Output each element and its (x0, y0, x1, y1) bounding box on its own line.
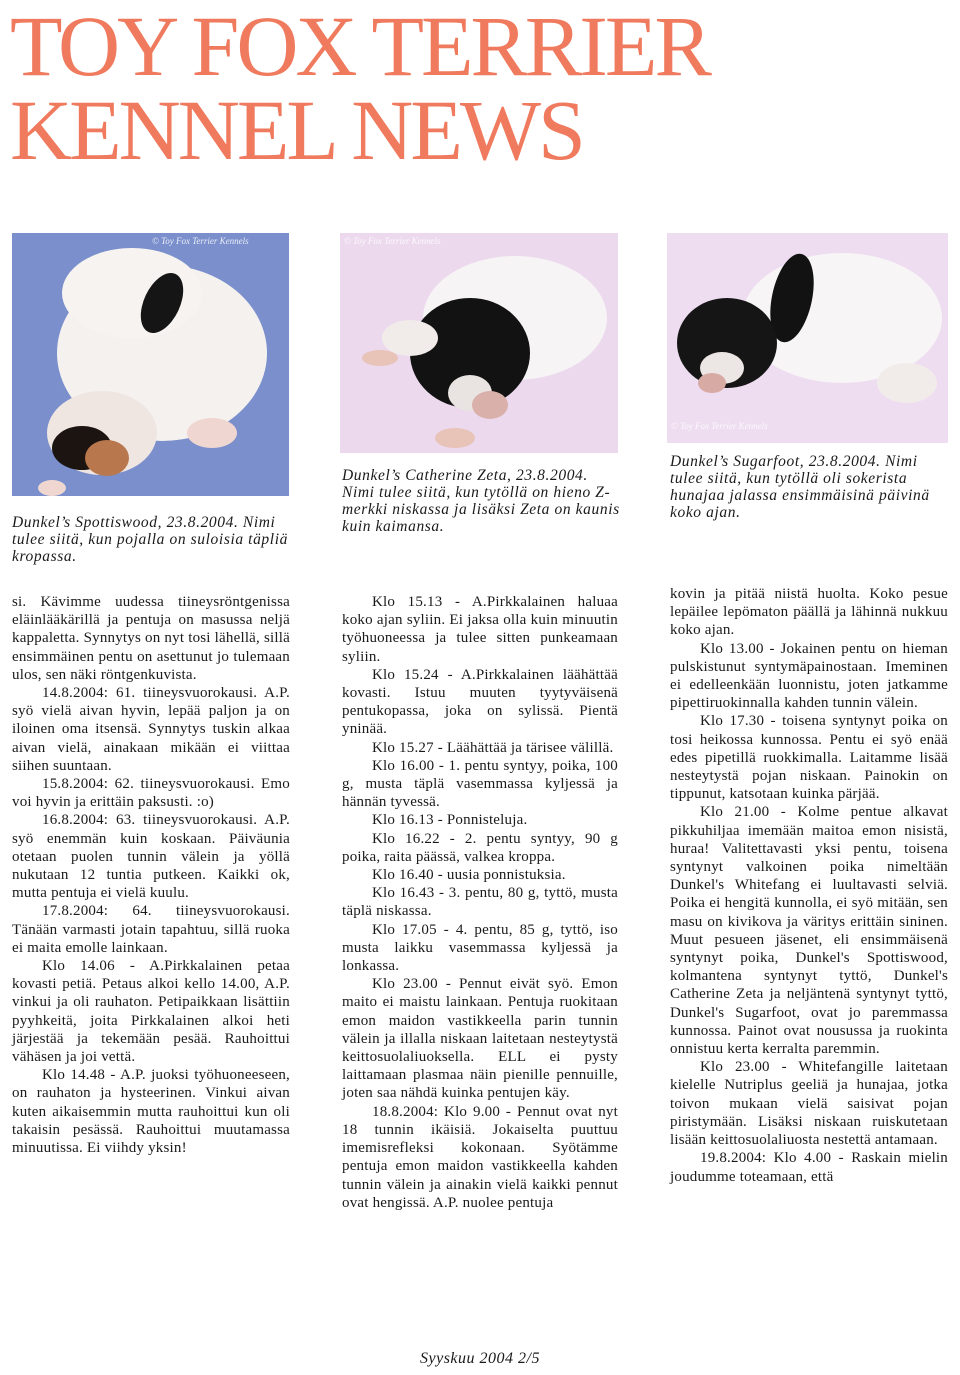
masthead-line-1: TOY FOX TERRIER (10, 0, 709, 94)
paragraph: Klo 13.00 - Jokainen pentu on hieman pulskistunut syntymäpainostaan. Imeminen ei edelleenkään luonnistu, joten jatkamme pipettiruokinnalla kahden tunnin välein. (670, 640, 948, 712)
puppy-photo-sugarfoot (667, 233, 948, 443)
masthead (10, 0, 960, 178)
page-footer: Syyskuu 2004 2/5 (420, 1350, 540, 1367)
paragraph: 17.8.2004: 64. tiineysvuorokausi. Tänään varmasti jotain tapahtuu, sillä ruoka ei maita emolle lainkaan. (12, 903, 290, 956)
paragraph: 15.8.2004: 62. tiineysvuorokausi. Emo voi hyvin ja erittäin paksusti. :o) (12, 776, 290, 811)
puppy-image (667, 233, 948, 443)
caption-sugarfoot: Dunkel’s Sugarfoot, 23.8.2004. Nimi tulee siitä, kun tytöllä oli sokerista hunajaa jalassa ensimmäisinä päivinä koko ajan. (670, 453, 930, 521)
paragraph: Klo 15.27 - Läähättää ja tärisee välillä. (372, 739, 614, 756)
article-column-2 (342, 593, 618, 1212)
photo-watermark: © Toy Fox Terrier Kennels (344, 236, 441, 246)
puppy-photo-catherine-zeta (340, 233, 618, 453)
paragraph: 14.8.2004: 61. tiineysvuorokausi. A.P. syö vielä aivan hyvin, lepää paljon ja on iloinen oma itsensä. Synnytys tuskin alkaa aivan vielä, ainakaan mikään ei viittaa siihen suuntaan. (12, 685, 290, 774)
caption-catherine-zeta: Dunkel’s Catherine Zeta, 23.8.2004. Nimi tulee siitä, kun tytöllä on hieno Z-merkki niskassa ja lisäksi Zeta on kaunis kuin kaimansa. (342, 467, 620, 535)
masthead-line-2: KENNEL NEWS (10, 82, 583, 178)
photo-watermark: © Toy Fox Terrier Kennels (152, 236, 249, 246)
paragraph: Klo 17.30 - toisena syntynyt poika on tosi heikossa kunnossa. Pentu ei syö enää edes pipetillä ruokkimalla. Laitamme lisää nesteytystä pojan niskaan. Painokin on tippunut, katsotaan kuinka pärjää. (670, 713, 948, 803)
puppy-image (12, 233, 289, 496)
photo-watermark: © Toy Fox Terrier Kennels (671, 421, 768, 431)
paragraph: Klo 15.24 - A.Pirkkalainen läähättää kovasti. Istuu muuten tyytyväisenä pentukopassa, joka on sylissä. Pientä yninää. (342, 666, 618, 738)
paragraph: 18.8.2004: Klo 9.00 - Pennut ovat nyt 18 tunnin ikäisiä. Jokaiselta puuttuu imemisrefleksi kokonaan. Syötämme pentuja emon maidon vastikkeella kahden tunnin välein ja ainakin vielä kaikki pennut ovat hengissä. A.P. nuolee pentuja (342, 1103, 618, 1211)
paragraph: Klo 16.00 - 1. pentu syntyy, poika, 100 g, musta täplä vasemmassa kyljessä ja hännän tyvessä. (342, 757, 618, 811)
puppy-image (340, 233, 618, 453)
paragraph: Klo 16.22 - 2. pentu syntyy, 90 g poika, raita päässä, valkea kroppa. (342, 830, 618, 865)
article-column-1 (12, 593, 290, 1157)
paragraph: Klo 14.06 - A.Pirkkalainen petaa kovasti petiä. Petaus alkoi kello 14.00, A.P. vinkui ja oli rauhaton. Petipaikkaan lisättiin pyyhkeitä, joita Pirkkalainen alkoi heti järjestää ja tekemään pesää. Rauhoittui vähäsen ja joi vettä. (12, 958, 290, 1066)
paragraph: Klo 16.40 - uusia ponnistuksia. (372, 867, 566, 884)
article-column-3 (670, 585, 948, 1186)
paragraph: Klo 16.43 - 3. pentu, 80 g, tyttö, musta täplä niskassa. (342, 885, 618, 920)
paragraph: Klo 14.48 - A.P. juoksi työhuoneeseen, on rauhaton ja hysteerinen. Vinkui aivan kuten aikaisemmin mutta rauhoittui kun oli takaisin pesässä. Rauhoittui muutamassa minuutissa. Ei viihdy yksin! (12, 1067, 290, 1157)
puppy-photo-spottiswood (12, 233, 289, 496)
paragraph: Klo 21.00 - Kolme pentue alkavat pikkuhiljaa imemään maitoa emon nisistä, huraa! Valitettavasti yksi pentu, toisena syntynyt valkoinen poika nimeltään Dunkel's Whitefang ei luultavasti selviä. Poika ei hengitä kunnolla, ei syö mitään, sen masu on kivikova ja väritys erittäin sininen. Muut pesueen jäsenet, eli ensimmäisenä syntynyt poika, Dunkel's Spottiswood, kolmantena syntynyt tyttö, Dunkel's Catherine Zeta ja neljäntenä syntynyt tyttö, Dunkel's Sugarfoot, ovat jo paremmassa kunnossa. Painot ovat nousussa ja ruokinta onnistuu kerta kerralta paremmin. (670, 804, 948, 1058)
paragraph: Klo 23.00 - Pennut eivät syö. Emon maito ei maistu lainkaan. Pentuja ruokitaan emon maidon vastikkeella parin tunnin välein ja illalla niskaan laitetaan nesteytystä keittosuolaliuoksella. ELL ei pysty laittamaan plasmaa näin pienille pennuille, joten saa nähdä kuinka pentujen käy. (342, 976, 618, 1102)
paragraph: Klo 17.05 - 4. pentu, 85 g, tyttö, iso musta laikku vasemmassa kyljessä ja lonkassa. (342, 921, 618, 975)
caption-spottiswood: Dunkel’s Spottiswood, 23.8.2004. Nimi tulee siitä, kun pojalla on suloisia täpliä kropassa. (12, 514, 288, 565)
paragraph: 19.8.2004: Klo 4.00 - Raskain mielin joudumme toteamaan, että (670, 1150, 948, 1185)
paragraph: si. Kävimme uudessa tiineysröntgenissa eläinlääkärillä ja pentuja on masussa neljä kappaletta. Synnytys on nyt tosi lähellä, sillä ensimmäinen pentu on asettunut jo tulemaan ulos, sen näki röntgenkuvista. (12, 594, 290, 683)
paragraph: Klo 16.13 - Ponnisteluja. (372, 812, 528, 829)
paragraph: 16.8.2004: 63. tiineysvuorokausi. A.P. syö enemmän kuin koskaan. Päiväunia otetaan puolen tunnin välein ja yöllä nukutaan 12 tuntia putkeen. Kaikki ok, mutta pentuja ei vielä kuulu. (12, 812, 290, 902)
paragraph: kovin ja pitää niistä huolta. Koko pesue lepäilee lepömaton päällä ja lähinnä nukkuu koko ajan. (670, 586, 948, 639)
paragraph: Klo 15.13 - A.Pirkkalainen haluaa koko ajan syliin. Ei jaksa olla kuin minuutin työhuoneessa ja tulee sitten punkeamaan syliin. (342, 594, 618, 665)
paragraph: Klo 23.00 - Whitefangille laitetaan kielelle Nutriplus geeliä ja hunajaa, jotka toivon mukaan vielä saisivat pojan piristymään. Lisäksi niskaan ruiskutetaan lisään keittosuolaliuosta nestettä antamaan. (670, 1059, 948, 1149)
